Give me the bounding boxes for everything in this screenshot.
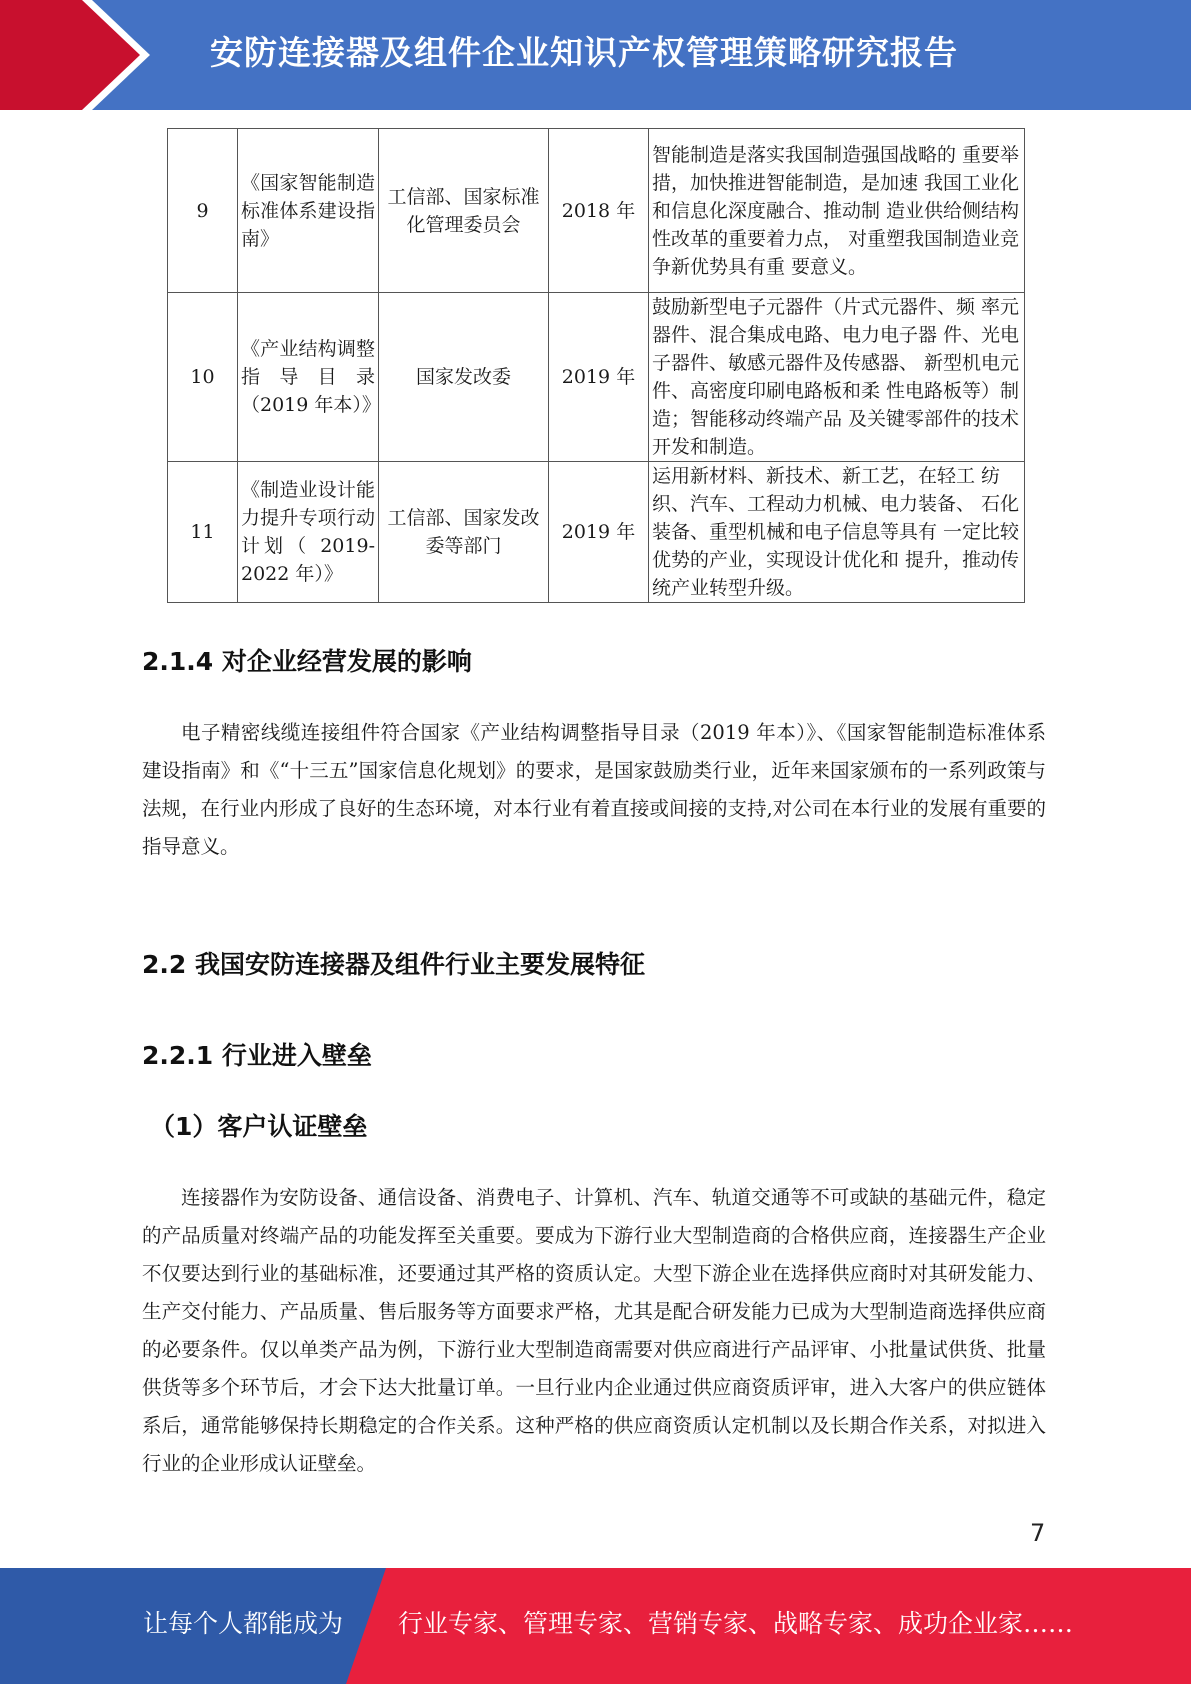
- row-number: 9: [168, 129, 238, 293]
- issue-year: 2019 年: [549, 293, 649, 462]
- policy-description: 运用新材料、新技术、新工艺，在轻工 纺织、汽车、工程动力机械、电力装备、 石化装备、重型机械和电子信息等具有 一定比较优势的产业，实现设计优化和 提升，推动传统产业转型升级。: [649, 462, 1025, 603]
- policy-name: 《国家智能制造标准体系建设指南》: [238, 129, 379, 293]
- section-heading-2-2-1: 2.2.1 行业进入壁垒: [142, 1041, 372, 1070]
- policy-description: 智能制造是落实我国制造强国战略的 重要举措，加快推进智能制造，是加速 我国工业化和信息化深度融合、推动制 造业供给侧结构性改革的重要着力点， 对重塑我国制造业竞争新优势具有重 要意义。: [649, 129, 1025, 293]
- row-number: 11: [168, 462, 238, 603]
- subsection-paragraph-customer-certification: 连接器作为安防设备、通信设备、消费电子、计算机、汽车、轨道交通等不可或缺的基础元件，稳定的产品质量对终端产品的功能发挥至关重要。要成为下游行业大型制造商的合格供应商，连接器生产企业不仅要达到行业的基础标准，还要通过其严格的资质认定。大型下游企业在选择供应商时对其研发能力、生产交付能力、产品质量、售后服务等方面要求严格，尤其是配合研发能力已成为大型制造商选择供应商的必要条件。仅以单类产品为例，下游行业大型制造商需要对供应商进行产品评审、小批量试供货、批量供货等多个环节后，才会下达大批量订单。一旦行业内企业通过供应商资质评审，进入大客户的供应链体系后，通常能够保持长期稳定的合作关系。这种严格的供应商资质认定机制以及长期合作关系，对拟进入行业的企业形成认证壁垒。: [142, 1186, 1046, 1475]
- report-title: 安防连接器及组件企业知识产权管理策略研究报告: [210, 33, 958, 72]
- policy-name: 《制造业设计能力提升专项行动计划（ 2019-2022 年）》: [238, 462, 379, 603]
- footer-slogan-left: 让每个人都能成为: [143, 1609, 344, 1638]
- row-number: 10: [168, 293, 238, 462]
- footer-slogan-right: 行业专家、管理专家、营销专家、战略专家、成功企业家……: [398, 1609, 1074, 1638]
- policy-name: 《产业结构调整指导目录（2019 年本）》: [238, 293, 379, 462]
- header-band: [0, 0, 1191, 110]
- header-chevron-icon: [0, 0, 160, 110]
- section-heading-2-1-4: 2.1.4 对企业经营发展的影响: [142, 647, 472, 676]
- table-row: [168, 293, 1025, 462]
- issuing-department: 国家发改委: [379, 293, 549, 462]
- section-heading-2-2: 2.2 我国安防连接器及组件行业主要发展特征: [142, 950, 645, 979]
- table-row: [168, 129, 1025, 293]
- subsection-heading-customer-certification: （1）客户认证壁垒: [150, 1112, 368, 1141]
- policy-description: 鼓励新型电子元器件（片式元器件、频 率元器件、混合集成电路、电力电子器 件、光电子器件、敏感元器件及传感器、 新型机电元件、高密度印刷电路板和柔 性电路板等）制造；智能移动终端产品 及关键零部件的技术开发和制造。: [649, 293, 1025, 462]
- section-paragraph-2-1-4: 电子精密线缆连接组件符合国家《产业结构调整指导目录（2019 年本）》、《国家智能制造标准体系建设指南》和《“十三五”国家信息化规划》的要求，是国家鼓励类行业，近年来国家颁布的一系列政策与法规，在行业内形成了良好的生态环境，对本行业有着直接或间接的支持,对公司在本行业的发展有重要的指导意义。: [142, 721, 1046, 858]
- page-number: 7: [1030, 1519, 1046, 1547]
- issue-year: 2019 年: [549, 462, 649, 603]
- table-row: [168, 462, 1025, 603]
- issue-year: 2018 年: [549, 129, 649, 293]
- policy-table: [167, 128, 1025, 603]
- issuing-department: 工信部、国家标准化管理委员会: [379, 129, 549, 293]
- issuing-department: 工信部、国家发改委等部门: [379, 462, 549, 603]
- footer-band: [0, 1568, 1191, 1684]
